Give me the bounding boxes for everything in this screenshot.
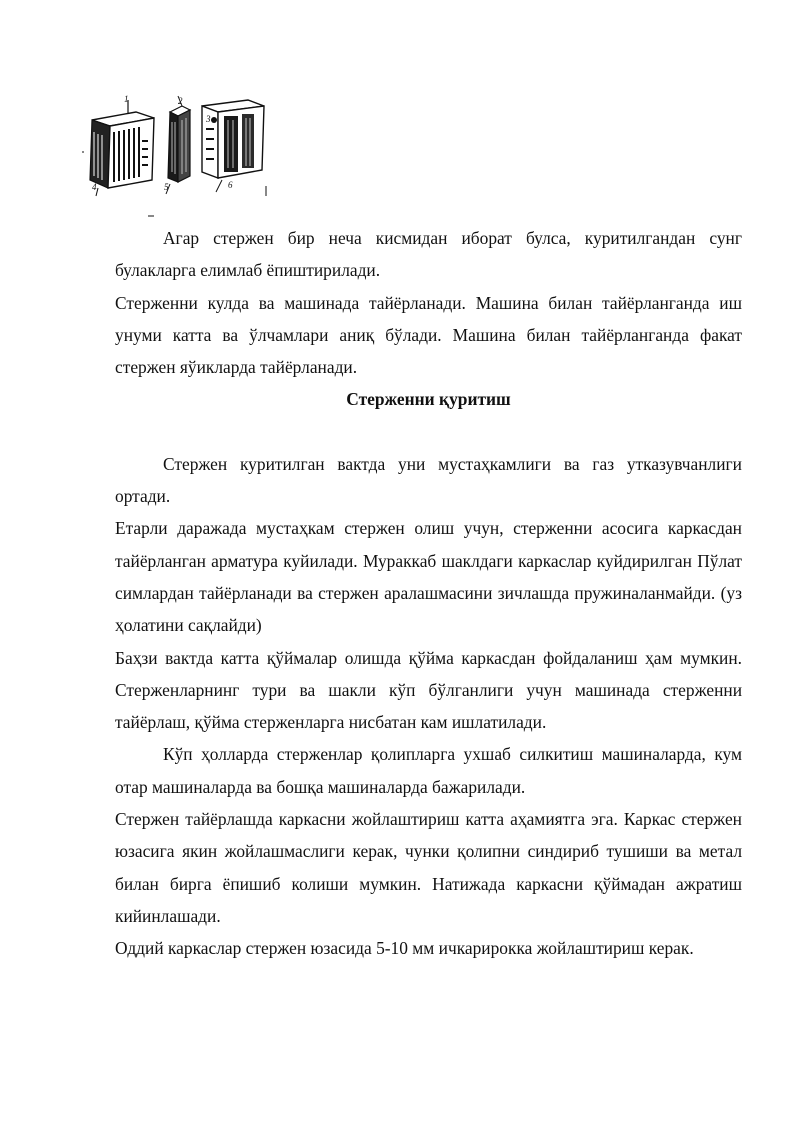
paragraph-reinforcement: Етарли даражада мустаҳкам стержен олиш учун, стерженни асосига каркасдан тайёрланган арматура куйилади. Мураккаб шаклдаги каркаслар куйдирилган Пўлат симлардан тайёрланади ва стержен аралашмасини зичлашда пружиналанмайди. (уз ҳолатини сақлайди) [115,518,742,636]
figure-label-1: 1 [124,94,129,104]
paragraph-manual-machine: Стерженни кулда ва машинада тайёрланади. Машина билан тайёрланганда иш унуми катта ва ўлчамлари аниқ бўлади. Машина билан тайёрланганда факат стержен яўикларда тайёрланади. [115,292,742,378]
core-box-left [90,100,154,196]
paragraph-frame-placement: Стержен тайёрлашда каркасни жойлаштириш катта аҳамиятга эга. Каркас стержен юзасига якин жойлашмаслиги керак, чунки қолипни синдириб тушиши ва метал билан бирга ёпишиб колиши мумкин. Натижада каркасни қўймадан ажратиш кийинлашади. [115,809,742,926]
figure-label-2: 2 [178,96,183,106]
paragraph-large-castings: Баҳзи вактда катта қўймалар олишда қўйма каркасдан фойдаланиш ҳам мумкин. Стерженларнинг тури ва шакли кўп бўлганлиги учун машинада стерженни тайёрлаш, қўйма стерженларга нисбатан кам ишлатилади. [115,647,742,733]
paragraph-machines: Кўп ҳолларда стерженлар қолипларга ухшаб силкитиш машиналарда, кум отар машиналарда ва бошқа машиналарда бажарилади. [115,744,742,797]
figure-label-3: 3 [206,114,211,124]
figure-label-5: 5 [164,182,169,192]
core-box-figure [78,92,278,220]
core-box-illustration [78,92,278,220]
paragraph-glued-parts: Агар стержен бир неча кисмидан иборат булса, куритилгандан сунг булакларга елимлаб ёпиштирилади. [115,228,742,281]
section-heading: Стерженни қуритиш [346,389,511,410]
core-box-right [202,100,266,196]
body-text [115,222,742,965]
paragraph-drying-strength: Стержен куритилган вактда уни мустаҳкамлиги ва газ утказувчанлиги ортади. [115,453,742,507]
figure-label-4: 4 [92,182,97,192]
core-rod-middle [166,96,190,194]
figure-label-6: 6 [228,180,233,190]
paragraph-frame-depth: Оддий каркаслар стержен юзасида 5-10 мм ичкарирокка жойлаштириш керак. [115,938,694,959]
